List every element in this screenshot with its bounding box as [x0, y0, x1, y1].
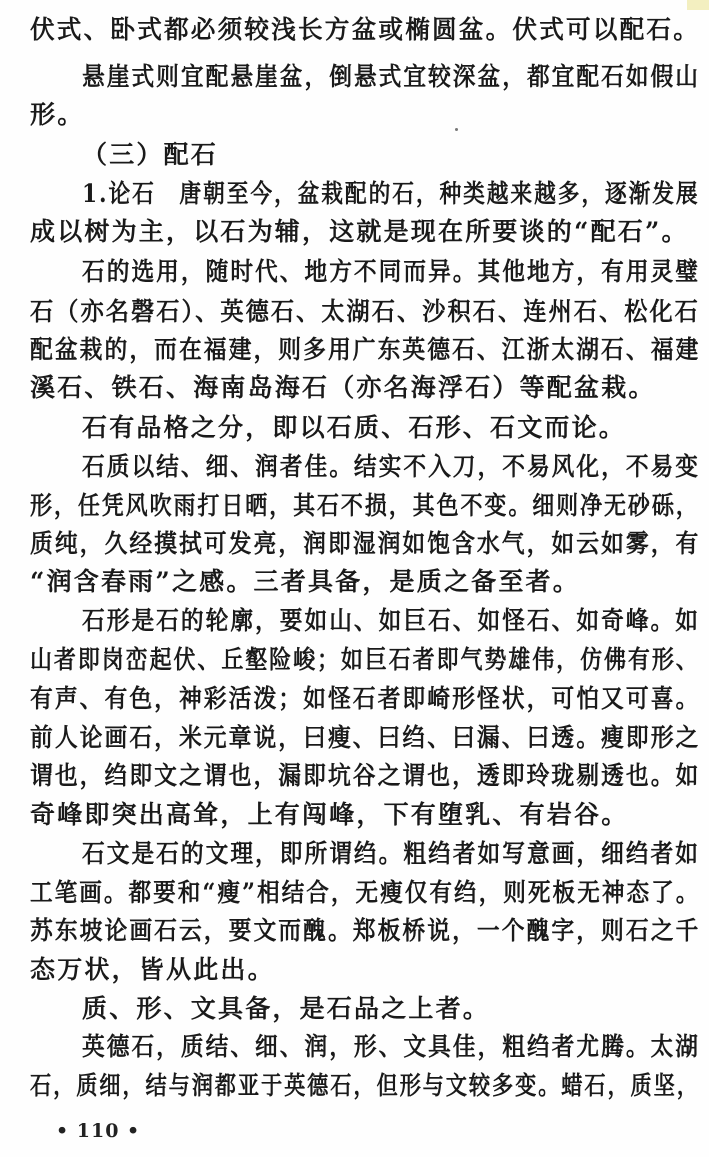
- text-line: 成以树为主，以石为辅，这就是现在所要谈的“配石”。: [30, 217, 689, 246]
- text-line: 质、形、文具备，是石品之上者。: [82, 994, 491, 1023]
- text-line: 溪石、铁石、海南岛海石（亦名海浮石）等配盆栽。: [30, 373, 656, 402]
- text-line: 配盆栽的，而在福建，则多用广东英德石、江浙太湖石、福建: [30, 335, 701, 364]
- text-line: 形。: [30, 100, 85, 129]
- text-line: 英德石，质结、细、润，形、文具佳，粗绉者尤腾。太湖: [82, 1032, 700, 1061]
- scan-speck: [455, 128, 458, 131]
- section-heading: （三）配石: [82, 140, 219, 169]
- text-line: 谓也，绉即文之谓也，漏即坑谷之谓也，透即玲珑剔透也。如: [30, 761, 701, 790]
- text-line: 石的选用，随时代、地方不同而异。其他地方，有用灵璧: [82, 257, 700, 286]
- text-line: 工笔画。都要和“瘦”相结合，无瘦仅有绉，则死板无神态了。: [30, 878, 701, 907]
- text-line: 伏式、卧式都必须较浅长方盆或椭圆盆。伏式可以配石。: [30, 15, 701, 44]
- text-line: 石，质细，结与润都亚于英德石，但形与文较多变。蜡石，质坚，: [30, 1071, 700, 1100]
- page-number: • 110 •: [56, 1120, 141, 1142]
- text-line: 悬崖式则宜配悬崖盆，倒悬式宜较深盆，都宜配石如假山: [82, 62, 700, 91]
- text-line: 形，任凭风吹雨打日晒，其石不损，其色不变。细则净无砂砾，: [30, 491, 700, 520]
- text-line: 石形是石的轮廓，要如山、如巨石、如怪石、如奇峰。如: [82, 606, 700, 635]
- text-line: 奇峰即突出高耸，上有闯峰，下有堕乳、有岩谷。: [30, 800, 629, 829]
- text-line: 1.论石 唐朝至今，盆栽配的石，种类越来越多，逐渐发展: [82, 179, 700, 208]
- text-line: 石质以结、细、润者佳。结实不入刀，不易风化，不易变: [82, 452, 700, 481]
- scan-corner-mark: [687, 0, 709, 10]
- text-line: 石文是石的文理，即所谓绉。粗绉者如写意画，细绉者如: [82, 839, 700, 868]
- text-line: 山者即岗峦起伏、丘壑险峻；如巨石者即气势雄伟，仿佛有形、: [30, 645, 700, 674]
- text-line: 前人论画石，米元章说，曰瘦、曰绉、曰漏、曰透。瘦即形之: [30, 723, 701, 752]
- text-line: 石（亦名磬石）、英德石、太湖石、沙积石、连州石、松化石: [30, 297, 700, 326]
- text-line: 苏东坡论画石云，要文而醜。郑板桥说，一个醜字，则石之千: [30, 916, 701, 945]
- text-line: “润含春雨”之感。三者具备，是质之备至者。: [30, 567, 580, 596]
- text-line: 态万状，皆从此出。: [30, 955, 275, 984]
- text-line: 有声、有色，神彩活泼；如怪石者即崎形怪状，可怕又可喜。: [30, 684, 701, 713]
- text-line: 石有品格之分，即以石质、石形、石文而论。: [82, 413, 627, 442]
- text-line: 质纯，久经摸拭可发亮，润即湿润如饱含水气，如云如雾，有: [30, 529, 701, 558]
